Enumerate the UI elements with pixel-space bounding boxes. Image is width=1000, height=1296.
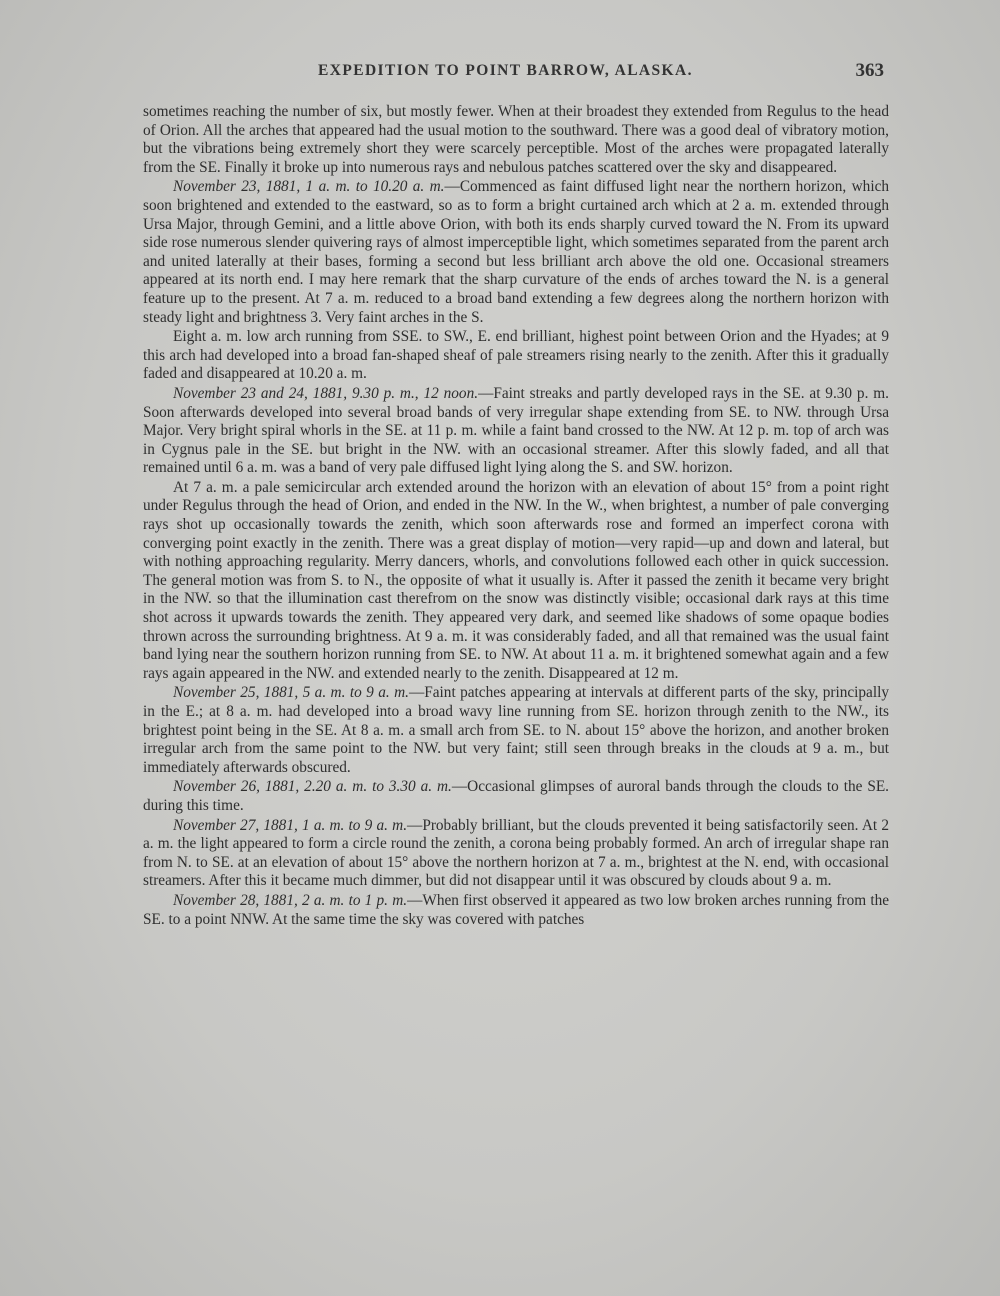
entry-date: November 26, 1881, 2.20 a. m. to 3.30 a. m. <box>173 778 452 796</box>
running-head: EXPEDITION TO POINT BARROW, ALASKA. <box>318 62 693 79</box>
paragraph <box>143 328 889 384</box>
paragraph <box>143 817 889 891</box>
entry-date: November 25, 1881, 5 a. m. to 9 a. m. <box>173 684 409 702</box>
paragraph-text: Eight a. m. low arch running from SSE. to SW., E. end brilliant, highest point between Orion and the Hyades; at 9 this arch had developed into a broad fan-shaped sheaf of pale streamers rising nearly to the zenith. After this it gradually faded and disappeared at 10.20 a. m. <box>143 328 889 383</box>
paragraph-text: —Probably brilliant, but the clouds prevented it being satisfactorily seen. At 2 a. m. the light appeared to form a circle round the zenith, a corona being probably formed. An arch of irregular shape ran from N. to SE. at an elevation of about 15° above the northern horizon at 7 a. m., brightest at the N. end, with occasional streamers. After this it became much dimmer, but did not disappear until it was obscured by clouds about 9 a. m. <box>143 816 889 890</box>
paragraph-text: At 7 a. m. a pale semicircular arch extended around the horizon with an elevation of about 15° from a point right under Regulus through the head of Orion, and ended in the NW. In the W., when brightest, a number of pale converging rays shot up occasionally towards the zenith, which soon afterwards rose and formed an imperfect corona with converging point exactly in the zenith. There was a great display of motion—very rapid—up and down and lateral, but with nothing approaching regularity. Merry dancers, whorls, and convolutions followed each other in quick succession. The general motion was from S. to N., the opposite of what it usually is. After it passed the zenith it became very bright in the NW. so that the illumination cast therefrom on the snow was distinctly visible; occasional dark rays at this time shot across it upwards towards the zenith. They appeared very dark, and seemed like shadows of some opaque bodies thrown across the surrounding brightness. At 9 a. m. it was considerably faded, and all that remained was the usual faint band lying near the southern horizon running from SE. to NW. At about 11 a. m. it brightened somewhat again and a few rays again appeared in the NW. and extended nearly to the zenith. Disappeared at 12 m. <box>143 478 889 682</box>
paragraph <box>143 479 889 684</box>
page-header <box>140 62 890 86</box>
paragraph-text: —When first observed it appeared as two low broken arches running from the SE. to a point NNW. At the same time the sky was covered with patches <box>143 891 890 928</box>
paragraph <box>143 892 889 929</box>
paragraph-text: —Occasional glimpses of auroral bands through the clouds to the SE. during this time. <box>143 778 889 814</box>
paragraph-text: —Faint patches appearing at intervals at different parts of the sky, principally in the E.; at 8 a. m. had developed into a broad wavy line running from SE. horizon through zenith to the NW., its brightest point being in the SE. At 8 a. m. a small arch from SE. to N. about 15° above the horizon, and another broken irregular arch from the same point to the NW. but very faint; still seen through breaks in the clouds at 9 a. m., but immediately afterwards obscured. <box>143 684 889 776</box>
paragraph <box>143 178 889 327</box>
paragraph-text: —Faint streaks and partly developed rays in the SE. at 9.30 p. m. Soon afterwards developed into several broad bands of very irregular shape extending from SE. to NW. through Ursa Major. Very bright spiral whorls in the SE. at 11 p. m. while a faint band crossed to the NW. At 12 p. m. top of arch was in Cygnus pale in the SE. but bright in the NW. with an occasional streamer. After this slowly faded, and all that remained until 6 a. m. was a band of very pale diffused light lying along the S. and SW. horizon. <box>143 384 889 477</box>
body-text <box>143 103 889 929</box>
paragraph <box>143 385 889 478</box>
paragraph <box>143 684 889 777</box>
paragraph <box>143 778 889 815</box>
page-number: 363 <box>855 60 884 81</box>
paragraph-text: —Commenced as faint diffused light near the northern horizon, which soon brightened and extended to the eastward, so as to form a bright curtained arch which at 2 a. m. extended through Ursa Major, through Gemini, and a little above Orion, with both its ends sharply curved toward the N. From its upward side rose numerous slender quivering rays of almost imperceptible light, which sometimes separated from the parent arch and united laterally at their bases, forming a second but less brilliant arch above the old one. Occasional streamers appeared at its north end. I may here remark that the sharp curvature of the ends of arches toward the N. is a general feature up to the present. At 7 a. m. reduced to a broad band extending a few degrees along the northern horizon with steady light and brightness 3. Very faint arches in the S. <box>143 178 890 326</box>
paragraph-text: sometimes reaching the number of six, but mostly fewer. When at their broadest they extended from Regulus to the head of Orion. All the arches that appeared had the usual motion to the southward. There was a good deal of vibratory motion, but the vibrations being extremely short they were scarcely perceptible. Most of the arches were propagated laterally from the SE. Finally it broke up into numerous rays and nebulous patches scattered over the sky and disappeared. <box>143 103 889 176</box>
entry-date: November 23 and 24, 1881, 9.30 p. m., 12 noon. <box>173 384 479 402</box>
paragraph <box>143 103 889 177</box>
entry-date: November 27, 1881, 1 a. m. to 9 a. m. <box>173 816 408 834</box>
entry-date: November 23, 1881, 1 a. m. to 10.20 a. m. <box>173 178 445 196</box>
entry-date: November 28, 1881, 2 a. m. to 1 p. m. <box>173 891 408 909</box>
